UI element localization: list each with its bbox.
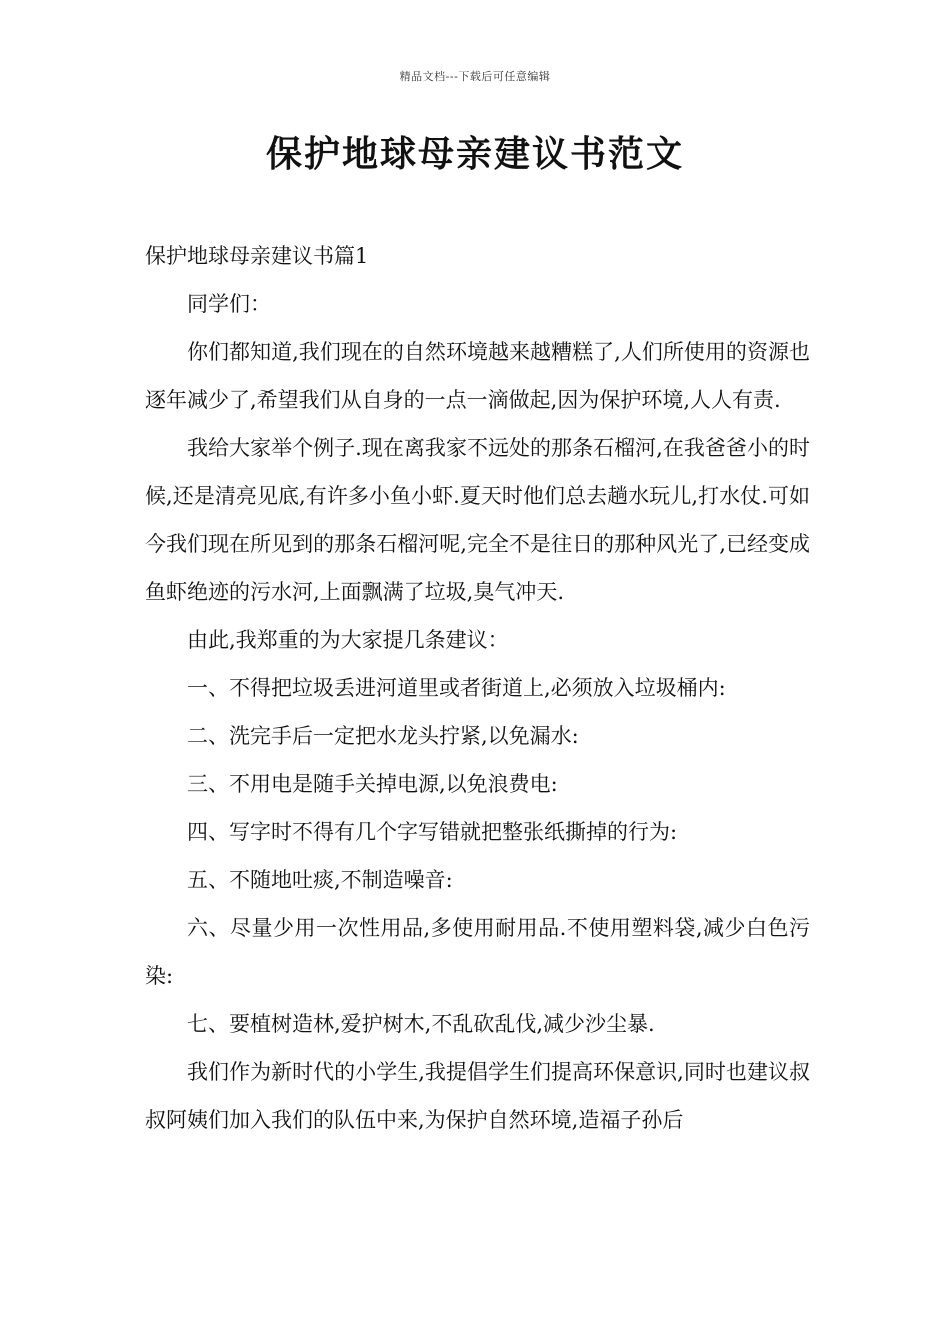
suggestion-item: 四、写字时不得有几个字写错就把整张纸撕掉的行为: xyxy=(187,820,678,844)
suggestion-item: 五、不随地吐痰,不制造噪音: xyxy=(187,868,453,892)
suggestion-item: 六、尽量少用一次性用品,多使用耐用品.不使用塑料袋,减少白色污染: xyxy=(145,916,810,988)
paragraph-intro: 你们都知道,我们现在的自然环境越来越糟糕了,人们所使用的资源也逐年减少了,希望我们从自身的一点一滴做起,因为保护环境,人人有责. xyxy=(145,340,810,412)
suggestion-item: 七、要植树造林,爱护树木,不乱砍乱伐,减少沙尘暴. xyxy=(187,1012,655,1036)
suggestion-item: 二、洗完手后一定把水龙头拧紧,以免漏水: xyxy=(187,724,579,748)
header-note: 精品文档---下载后可任意编辑 xyxy=(399,70,551,83)
paragraph-example: 我给大家举个例子.现在离我家不远处的那条石榴河,在我爸爸小的时候,还是清亮见底,有许多小鱼小虾.夏天时他们总去趟水玩儿,打水仗.可如今我们现在所见到的那条石榴河呢,完全不是往日的那种风光了,已经变成鱼虾绝迹的污水河,上面飘满了垃圾,臭气冲天. xyxy=(145,436,810,604)
paragraph-suggestion-lead: 由此,我郑重的为大家提几条建议： xyxy=(187,628,509,652)
document-title: 保护地球母亲建议书范文 xyxy=(265,133,684,175)
paragraph-closing: 我们作为新时代的小学生,我提倡学生们提高环保意识,同时也建议叔叔阿姨们加入我们的队伍中来,为保护自然环境,造福子孙后 xyxy=(145,1060,810,1132)
suggestion-item: 一、不得把垃圾丢进河道里或者街道上,必须放入垃圾桶内: xyxy=(187,676,726,700)
section-heading: 保护地球母亲建议书篇1 xyxy=(145,244,369,268)
suggestion-item: 三、不用电是随手关掉电源,以免浪费电: xyxy=(187,772,558,796)
document-body xyxy=(145,232,810,1144)
greeting: 同学们： xyxy=(187,292,271,316)
